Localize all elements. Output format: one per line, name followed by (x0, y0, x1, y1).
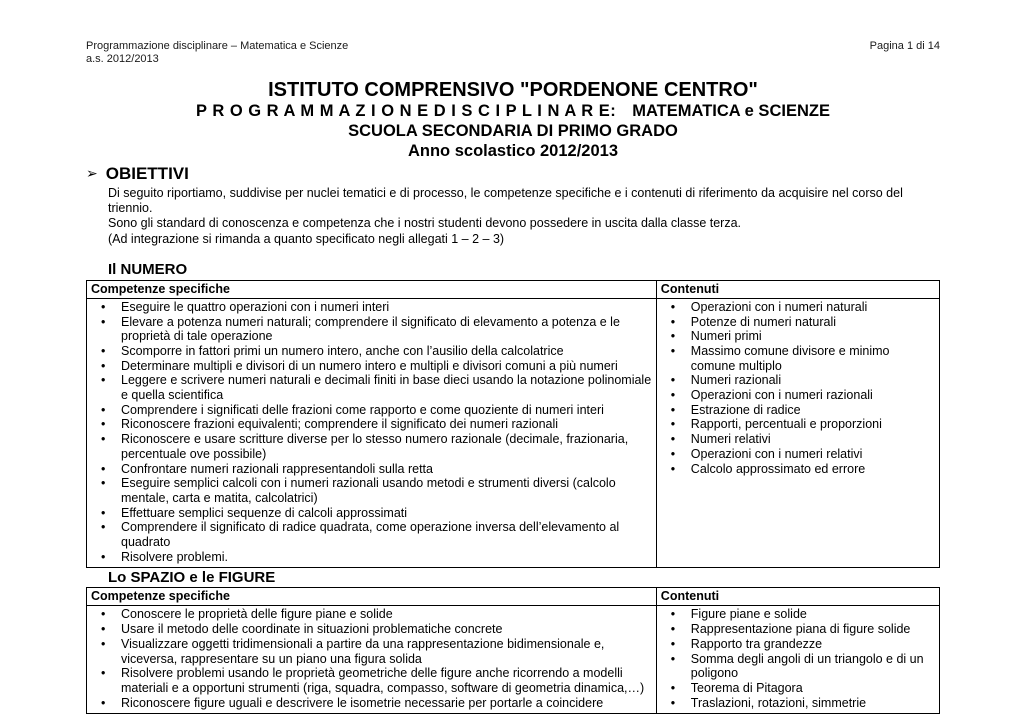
programmazione-title (86, 101, 940, 121)
list-item: • Riconoscere frazioni equivalenti; comprendere il significato dei numeri razionali (87, 417, 652, 432)
table-il-numero (86, 280, 940, 569)
school-year-title: Anno scolastico 2012/2013 (407, 142, 619, 160)
header-doc-title: Programmazione disciplinare – Matematica e Scienze (86, 40, 349, 52)
list-item: • Leggere e scrivere numeri naturali e decimali finiti in base dieci usando la notazione polinomiale e quella scientifica (87, 373, 652, 402)
column-header-competenze: Competenze specifiche (87, 588, 657, 606)
list-item: • Riconoscere e usare scritture diverse per lo stesso numero razionale (decimale, frazionaria, percentuale ove possibile) (87, 432, 652, 461)
list-item: • Usare il metodo delle coordinate in situazioni problematiche concrete (87, 622, 652, 637)
section-heading-il-numero: Il NUMERO (108, 260, 188, 278)
title-block (86, 79, 940, 161)
list-item: • Rapporto tra grandezze (657, 637, 935, 652)
list-item: • Teorema di Pitagora (657, 681, 935, 696)
list-item: • Riconoscere figure uguali e descrivere le isometrie necessarie per portarle a coincidere (87, 696, 652, 711)
list-item: • Rappresentazione piana di figure solide (657, 622, 935, 637)
contenuti-list (657, 300, 935, 476)
school-level-title: SCUOLA SECONDARIA DI PRIMO GRADO (348, 122, 678, 140)
list-item: • Operazioni con i numeri relativi (657, 447, 935, 462)
list-item: • Rapporti, percentuali e proporzioni (657, 417, 935, 432)
subject-text: MATEMATICA e SCIENZE (632, 102, 830, 120)
header-school-year: a.s. 2012/2013 (86, 53, 159, 65)
section-heading-spazio-figure: Lo SPAZIO e le FIGURE (108, 569, 276, 587)
section-il-numero (86, 261, 940, 569)
list-item: • Eseguire semplici calcoli con i numeri razionali usando metodi e strumenti diversi (calcolo mentale, carta e matita, calcolatrici) (87, 476, 652, 505)
list-item: • Calcolo approssimato ed errore (657, 462, 935, 477)
list-item: • Numeri relativi (657, 432, 935, 447)
list-item: • Eseguire le quattro operazioni con i numeri interi (87, 300, 652, 315)
list-item: • Figure piane e solide (657, 607, 935, 622)
obiettivi-title: OBIETTIVI (105, 164, 189, 183)
list-item: • Risolvere problemi usando le proprietà geometriche delle figure anche ricorrendo a modelli materiali e a opportuni strumenti (riga, squadra, compasso, software di geometria dinamica,…) (87, 666, 652, 695)
paragraph: Di seguito riportiamo, suddivise per nuclei tematici e di processo, le competenze specifiche e i contenuti di riferimento da acquisire nel corso del triennio. (108, 186, 903, 216)
obiettivi-heading (86, 164, 940, 184)
list-item: • Elevare a potenza numeri naturali; comprendere il significato di elevamento a potenza e le proprietà di tale operazione (87, 315, 652, 344)
contenuti-list (657, 607, 935, 710)
column-header-competenze: Competenze specifiche (87, 280, 657, 298)
list-item: • Operazioni con i numeri naturali (657, 300, 935, 315)
list-item: • Estrazione di radice (657, 403, 935, 418)
header-page-number: Pagina 1 di 14 (869, 40, 940, 52)
competenze-cell (87, 298, 657, 568)
list-item: • Potenze di numeri naturali (657, 315, 935, 330)
institute-title: ISTITUTO COMPRENSIVO "PORDENONE CENTRO" (268, 79, 758, 101)
paragraph: (Ad integrazione si rimanda a quanto specificato negli allegati 1 – 2 – 3) (108, 231, 505, 246)
paragraph: Sono gli standard di conoscenza e competenza che i nostri studenti devono possedere in uscita dalla classe terza. (108, 216, 742, 231)
list-item: • Numeri razionali (657, 373, 935, 388)
list-item: • Comprendere il significato di radice quadrata, come operazione inversa dell’elevamento al quadrato (87, 520, 652, 549)
competenze-cell (87, 606, 657, 714)
list-item: • Effettuare semplici sequenze di calcoli approssimati (87, 506, 652, 521)
list-item: • Scomporre in fattori primi un numero intero, anche con l’ausilio della calcolatrice (87, 344, 652, 359)
programmazione-spaced-text: P R O G R A M M A Z I O N E D I S C I P L I N A R E: (196, 102, 617, 120)
list-item: • Risolvere problemi. (87, 550, 652, 565)
table-spazio-figure (86, 587, 940, 714)
running-header (86, 40, 940, 66)
list-item: • Operazioni con i numeri razionali (657, 388, 935, 403)
competenze-list (87, 607, 652, 710)
contenuti-cell (656, 606, 939, 714)
column-header-contenuti: Contenuti (656, 280, 939, 298)
contenuti-cell (656, 298, 939, 568)
arrow-bullet-icon: ➢ (86, 165, 98, 181)
list-item: • Traslazioni, rotazioni, simmetrie (657, 696, 935, 711)
list-item: • Comprendere i significati delle frazioni come rapporto e come quoziente di numeri interi (87, 403, 652, 418)
list-item: • Somma degli angoli di un triangolo e di un poligono (657, 652, 935, 681)
header-left (86, 40, 348, 66)
section-spazio-figure (86, 569, 940, 714)
list-item: • Visualizzare oggetti tridimensionali a partire da una rappresentazione bidimensionale e, viceversa, rappresentare su un piano una figura solida (87, 637, 652, 666)
list-item: • Conoscere le proprietà delle figure piane e solide (87, 607, 652, 622)
list-item: • Numeri primi (657, 329, 935, 344)
list-item: • Determinare multipli e divisori di un numero intero e multipli e divisori comuni a più numeri (87, 359, 652, 374)
obiettivi-paragraphs (108, 186, 940, 247)
competenze-list (87, 300, 652, 565)
list-item: • Confrontare numeri razionali rappresentandoli sulla retta (87, 462, 652, 477)
obiettivi-section (86, 164, 940, 247)
column-header-contenuti: Contenuti (656, 588, 939, 606)
list-item: • Massimo comune divisore e minimo comune multiplo (657, 344, 935, 373)
